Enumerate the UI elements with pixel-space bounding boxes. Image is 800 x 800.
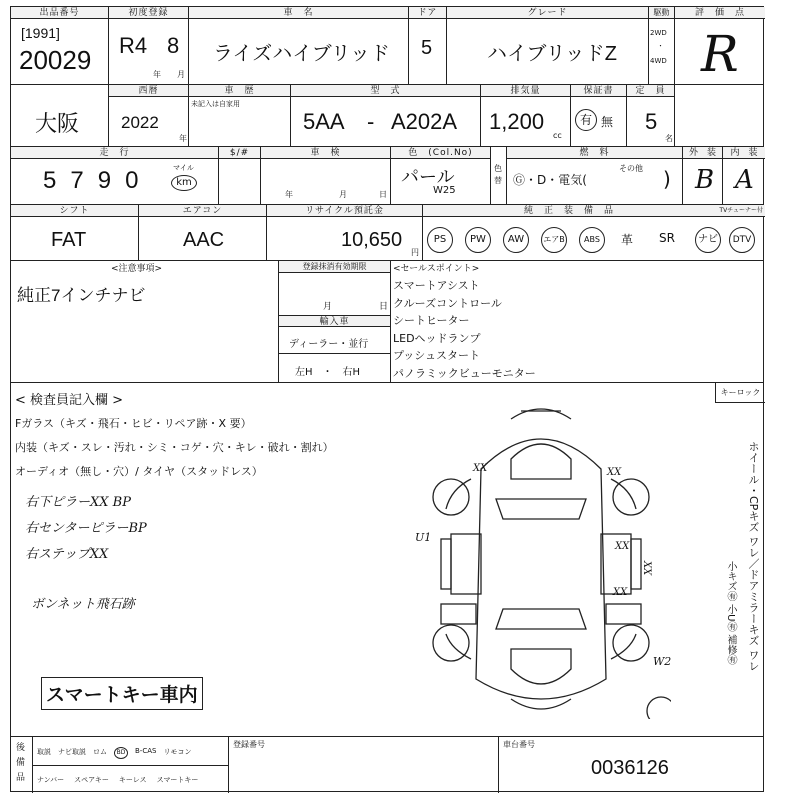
sales-cell (391, 261, 765, 382)
grade-label: グレード (447, 7, 648, 19)
acc-item: 取説 (37, 748, 51, 756)
model-dash: - (367, 109, 375, 134)
notes-cell (11, 261, 279, 382)
equip-sunroof: SR (659, 231, 675, 245)
acc-item: ナビ取説 (58, 748, 86, 756)
mileage-cell (11, 147, 219, 204)
diagram-mark-xx: XX (473, 463, 488, 474)
keylock-label: キーロック (715, 383, 765, 403)
color-code: W25 (433, 185, 456, 196)
reg-month-unit: 月 (177, 70, 185, 79)
model-cell (291, 85, 481, 146)
expiry-month: 月 (323, 302, 333, 312)
reg-year-unit: 年 (153, 70, 161, 79)
side-label-2: 小キズ㊒ 小U㊒ 補修㊒ (725, 561, 736, 665)
sales-points (393, 277, 536, 382)
capacity: 5 (645, 109, 658, 134)
ac-cell (139, 205, 267, 260)
unit-label: $/# (219, 147, 260, 159)
auction-sheet (10, 6, 764, 792)
row-equipment (11, 205, 763, 261)
reg-month: 8 (167, 33, 180, 58)
inspector-interior: 内装（キズ・スレ・汚れ・シミ・コゲ・穴・キレ・破れ・割れ） (15, 441, 334, 454)
fuel-cell (507, 147, 683, 204)
capacity-unit: 名 (665, 134, 673, 143)
fuel-close: ) (663, 167, 671, 191)
warranty-label: 保証書 (571, 85, 626, 97)
model-label: 型 式 (291, 85, 480, 97)
cc-cell (481, 85, 571, 146)
door-label: ドア (409, 7, 446, 19)
row-notes (11, 261, 763, 383)
equip-ps-icon: PS (427, 227, 453, 253)
region: 大阪 (35, 111, 80, 136)
sales-point: プッシュスタート (393, 349, 481, 362)
sales-label: <セールスポイント> (393, 264, 480, 274)
mileage-digit: 5 (43, 167, 71, 194)
interior-grade: A (735, 165, 754, 195)
drive-2wd: 2WD (650, 29, 667, 37)
region-cell (11, 85, 109, 146)
accessory-label: 後備品 (16, 743, 26, 783)
acc-item-bd: BD (114, 747, 128, 759)
recycle-unit: 円 (411, 248, 419, 257)
model-code-b: A202A (391, 109, 458, 134)
diagram-mark-xx: XX (641, 561, 652, 576)
acc-item: スマートキー (156, 776, 199, 784)
hand-note: 右センターピラーBP (25, 521, 147, 536)
sales-point: シートヒーター (393, 314, 470, 327)
inspector-glass: Fガラス（キズ・飛石・ヒビ・リペア跡・X 要） (15, 417, 252, 430)
warranty-cell (571, 85, 627, 146)
reg-no-cell (229, 737, 499, 793)
mileage-label: 走 行 (11, 147, 218, 159)
exterior-label: 外 装 (683, 147, 722, 159)
shift-cell (11, 205, 139, 260)
reg-era: R4 (119, 33, 148, 58)
notes-text: 純正7インチナビ (17, 286, 146, 305)
diagram-mark-xx: XX (613, 587, 628, 598)
accessory-divider (33, 765, 228, 766)
recolor-cell (491, 147, 507, 204)
insp-year: 年 (285, 190, 293, 199)
shift: FAT (51, 229, 87, 251)
expiry-cell (279, 261, 391, 382)
recycle-cell (267, 205, 423, 260)
ac-label: エアコン (139, 205, 266, 217)
warranty-no: 無 (601, 115, 614, 129)
west-year: 2022 (121, 113, 159, 132)
color-cell (391, 147, 491, 204)
reg-cell (109, 7, 189, 84)
accessory-top (37, 747, 191, 759)
side-label-1: ホイール・CPキズ ワレ／ドアミラーキズ ワレ (747, 441, 760, 672)
exterior-grade: B (695, 165, 715, 195)
diagram-mark-xx: XX (615, 541, 630, 552)
cc-unit: cc (553, 131, 562, 140)
door-cell (409, 7, 447, 84)
equip-airbag-icon: エアB (541, 227, 567, 253)
expiry-day: 日 (379, 302, 389, 312)
equip-aw-icon: AW (503, 227, 529, 253)
accessory-bottom (37, 775, 198, 785)
acc-item: B-CAS (135, 747, 157, 755)
cc-label: 排気量 (481, 85, 570, 97)
interior-label: 内 装 (723, 147, 765, 159)
drive-label: 駆動 (649, 7, 674, 19)
inspection-cell (261, 147, 391, 204)
acc-item: キーレス (118, 776, 147, 784)
reg-no-label: 登録番号 (233, 740, 265, 749)
exterior-cell (683, 147, 723, 204)
import-label: 輸入車 (279, 315, 390, 327)
car-diagram (411, 399, 671, 719)
mileage-digit: 7 (70, 167, 98, 194)
import-divider (279, 353, 390, 354)
capacity-label: 定 員 (627, 85, 674, 97)
interior-cell (723, 147, 765, 204)
km-circle: km (171, 175, 197, 191)
expiry-label: 登録抹消有効期限 (279, 261, 390, 273)
cc-value: 1,200 (489, 109, 545, 134)
chassis-cell (499, 737, 765, 793)
west-unit: 年 (179, 134, 187, 143)
inspection-label: 車 検 (261, 147, 390, 159)
row-lot-info (11, 7, 763, 85)
color: パール (401, 167, 455, 187)
mile-label: マイル (173, 164, 194, 172)
recycle-fee: 10,650 (341, 229, 403, 251)
accessory-label-cell (11, 737, 33, 793)
equip-navi-icon: ナビ (695, 227, 721, 253)
acc-item: ナンバー (37, 776, 65, 784)
hand-note: 右ステップXX (25, 547, 109, 562)
notes-label: <注意事項> (111, 264, 163, 274)
inspector-audio: オーディオ（無し・穴）/ タイヤ（スタッドレス） (15, 465, 263, 478)
shift-label: シフト (11, 205, 138, 217)
mileage-digit: 0 (125, 167, 153, 194)
equip-pw-icon: PW (465, 227, 491, 253)
row-inspector (11, 383, 763, 737)
name-cell (189, 7, 409, 84)
hand-note-bonnet: ボンネット飛石跡 (31, 597, 135, 612)
smart-key-box: スマートキー車内 (41, 677, 203, 710)
grade-cell (447, 7, 649, 84)
mileage-digit: 9 (97, 167, 126, 194)
chassis-label: 車台番号 (503, 740, 535, 749)
drive-dot: ・ (657, 42, 664, 50)
ac: AAC (183, 229, 225, 251)
chassis-number: 0036126 (591, 757, 669, 779)
color-label: 色 (Col.No) (391, 147, 490, 159)
row-mileage (11, 147, 763, 205)
sales-point: スマートアシスト (393, 279, 480, 292)
inspector-label: < 検査員記入欄 > (15, 393, 124, 408)
reg-label: 初度登録 (109, 7, 188, 19)
car-name: ライズハイブリッド (213, 43, 390, 65)
score-label: 評 価 点 (675, 7, 765, 19)
recolor-label: 色替 (494, 164, 502, 185)
diagram-mark-u1: U1 (415, 531, 432, 544)
fuel-options: Ⓖ・D・電気( (513, 173, 587, 187)
capacity-cell (627, 85, 675, 146)
west-cell (109, 85, 189, 146)
warranty-yes-circle: 有 (575, 109, 597, 131)
handle-side: 左H ・ 右H (295, 367, 361, 378)
drive-cell (649, 7, 675, 84)
lot-year: [1991] (21, 25, 60, 41)
recycle-label: リサイクル預託金 (267, 205, 422, 217)
diagram-mark-xx: XX (607, 467, 622, 478)
lot-label: 出品番号 (11, 7, 108, 19)
fuel-label: 燃 料 (507, 147, 682, 159)
tuner-label: TVチューナー付 (719, 207, 763, 214)
diagram-mark-w2: W2 (653, 655, 672, 668)
sales-point: クルーズコントロール (393, 296, 502, 310)
accessory-cell (33, 737, 229, 793)
equip-label: 純 正 装 備 品 (423, 205, 765, 217)
history-note: 未記入は自家用 (191, 100, 240, 108)
score-value: R (701, 25, 739, 83)
equip-leather: 革 (621, 233, 634, 247)
lot-cell (11, 7, 109, 84)
sales-point: パノラミックビューモニター (393, 366, 536, 380)
doors: 5 (421, 37, 433, 59)
sales-point: LEDヘッドランプ (393, 331, 481, 345)
equip-dtv-icon: DTV (729, 227, 755, 253)
name-label: 車 名 (189, 7, 408, 19)
history-label: 車 歴 (189, 85, 290, 97)
fuel-other: その他 (619, 164, 643, 173)
history-cell (189, 85, 291, 146)
model-code-a: 5AA (303, 109, 345, 134)
import-dealer: ディーラー・並行 (289, 339, 369, 350)
acc-item: リモコン (163, 748, 192, 756)
west-label: 西暦 (109, 85, 188, 97)
unit-cell (219, 147, 261, 204)
acc-item: ロム (93, 748, 107, 756)
insp-month: 月 (339, 190, 347, 199)
equip-cell (423, 205, 765, 260)
hand-note: 右下ピラーXX BP (25, 495, 131, 510)
grade: ハイブリッドZ (487, 43, 618, 65)
acc-item: スペアキー (74, 776, 109, 784)
lot-number: 20029 (19, 45, 92, 75)
mileage-digits (43, 167, 152, 195)
equip-abs-icon: ABS (579, 227, 605, 253)
insp-day: 日 (379, 190, 387, 199)
drive-4wd: 4WD (650, 57, 667, 65)
row-bottom (11, 737, 763, 793)
